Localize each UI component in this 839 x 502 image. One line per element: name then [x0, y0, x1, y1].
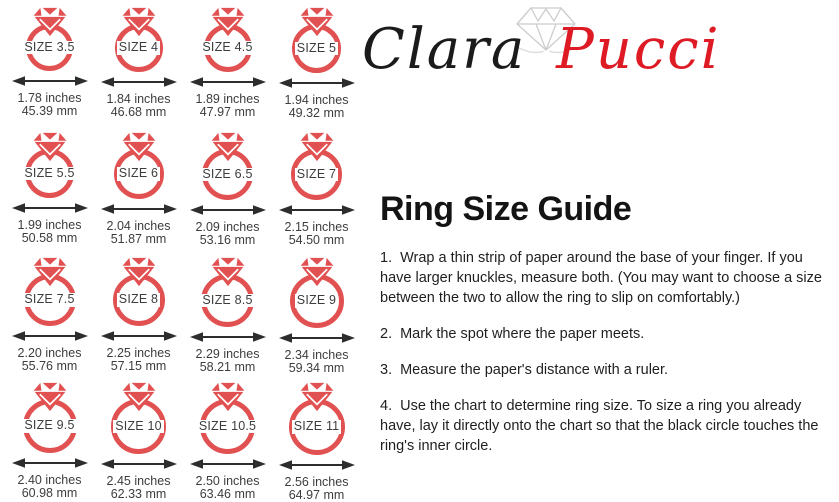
ring-size-cell	[5, 377, 94, 502]
instruction-text: Wrap a thin strip of paper around the base of your finger. If you have larger knuckles, measure both. (You may want to choose a size between the two to allow the ring to slip on comfortably.)	[380, 250, 822, 306]
instruction-text: Measure the paper's distance with a ruler.	[400, 362, 669, 378]
ring-diameter-inches: 1.78 inches	[17, 91, 82, 105]
ring-size-cell	[272, 127, 361, 252]
ring-measurements	[18, 219, 82, 245]
ring-size-cell	[272, 377, 361, 502]
ring-measurements	[107, 347, 171, 373]
ring-diameter-mm: 47.97 mm	[199, 105, 256, 119]
ring-diameter-mm: 51.87 mm	[110, 232, 167, 246]
diameter-arrow-icon	[12, 457, 88, 469]
ring-figure	[12, 132, 88, 214]
ring-diameter-inches: 2.29 inches	[195, 347, 260, 361]
brand-name-clara: Clara	[362, 17, 527, 82]
ring-figure	[190, 7, 266, 88]
ring-diameter-inches: 1.84 inches	[106, 92, 171, 106]
ring-figure	[279, 257, 355, 344]
diamond-icon	[33, 132, 67, 162]
ring-size-label: SIZE 10.5	[198, 418, 257, 433]
ring-diameter-inches: 1.89 inches	[195, 92, 260, 106]
brand-wordmark	[362, 17, 721, 82]
ring-diameter-mm: 63.46 mm	[199, 487, 256, 501]
ring-size-label: SIZE 9	[296, 293, 337, 308]
ring-size-cell	[272, 252, 361, 377]
ring-diameter-mm: 62.33 mm	[110, 487, 167, 501]
ring-diameter-inches: 2.20 inches	[17, 346, 82, 360]
diamond-icon	[122, 382, 156, 412]
ring-diameter-mm: 64.97 mm	[288, 488, 345, 502]
instruction-list	[380, 248, 833, 472]
ring-figure	[190, 382, 266, 470]
ring-size-cell	[272, 2, 361, 127]
ring-measurements	[285, 476, 349, 502]
ring-figure	[279, 7, 355, 89]
ring-figure	[190, 132, 266, 216]
ring-diameter-inches: 1.94 inches	[284, 93, 349, 107]
instruction-item	[380, 396, 833, 456]
ring-measurements	[196, 475, 260, 501]
ring-measurements	[107, 220, 171, 246]
diamond-icon	[300, 132, 334, 162]
ring-diameter-inches: 2.56 inches	[284, 475, 349, 489]
ring-diameter-inches: 2.25 inches	[106, 346, 171, 360]
ring-size-label: SIZE 11	[293, 419, 340, 434]
instruction-number: 2.	[380, 326, 393, 342]
diamond-icon	[211, 257, 245, 287]
ring-figure	[279, 382, 355, 471]
diamond-icon	[33, 7, 67, 37]
ring-measurements	[18, 474, 82, 500]
instruction-item	[380, 360, 833, 380]
ring-measurements	[107, 93, 171, 119]
ring-diameter-mm: 50.58 mm	[21, 231, 78, 245]
ring-diameter-mm: 55.76 mm	[21, 359, 78, 373]
ring-diameter-inches: 2.15 inches	[284, 220, 349, 234]
ring-figure	[101, 257, 177, 342]
ring-measurements	[196, 221, 260, 247]
diameter-arrow-icon	[279, 459, 355, 471]
ring-size-label: SIZE 5	[296, 40, 337, 55]
ring-size-label: SIZE 10	[115, 418, 162, 433]
ring-measurements	[18, 92, 82, 118]
diameter-arrow-icon	[190, 458, 266, 470]
ring-figure	[279, 132, 355, 216]
ring-measurements	[285, 349, 349, 375]
ring-diameter-inches: 2.09 inches	[195, 220, 260, 234]
ring-diameter-mm: 46.68 mm	[110, 105, 167, 119]
ring-diameter-inches: 1.99 inches	[17, 218, 82, 232]
ring-diameter-mm: 59.34 mm	[288, 361, 345, 375]
ring-size-cell	[5, 127, 94, 252]
diameter-arrow-icon	[12, 75, 88, 87]
ring-measurements	[107, 475, 171, 501]
ring-diameter-mm: 45.39 mm	[21, 104, 78, 118]
ring-diameter-inches: 2.04 inches	[106, 219, 171, 233]
ring-size-label: SIZE 8.5	[202, 292, 253, 307]
ring-size-cell	[183, 127, 272, 252]
ring-size-cell	[94, 2, 183, 127]
diamond-icon	[33, 382, 67, 412]
diameter-arrow-icon	[279, 332, 355, 344]
ring-figure	[101, 7, 177, 88]
diameter-arrow-icon	[101, 458, 177, 470]
diameter-arrow-icon	[101, 203, 177, 215]
ring-diameter-inches: 2.45 inches	[106, 474, 171, 488]
ring-diameter-mm: 53.16 mm	[199, 233, 256, 247]
ring-size-cell	[94, 377, 183, 502]
ring-diameter-inches: 2.50 inches	[195, 474, 260, 488]
ring-size-label: SIZE 7.5	[24, 292, 75, 307]
ring-measurements	[196, 348, 260, 374]
ring-diameter-inches: 2.34 inches	[284, 348, 349, 362]
diameter-arrow-icon	[12, 202, 88, 214]
ring-figure	[12, 7, 88, 87]
ring-diameter-mm: 58.21 mm	[199, 360, 256, 374]
brand-name-pucci: Pucci	[556, 17, 721, 82]
ring-figure	[101, 132, 177, 215]
ring-size-cell	[183, 252, 272, 377]
instruction-number: 3.	[380, 362, 393, 378]
ring-diameter-mm: 54.50 mm	[288, 233, 345, 247]
ring-figure	[12, 257, 88, 342]
diameter-arrow-icon	[279, 204, 355, 216]
ring-size-label: SIZE 3.5	[24, 39, 75, 54]
ring-diameter-mm: 60.98 mm	[21, 486, 78, 500]
diamond-icon	[211, 7, 245, 37]
diameter-arrow-icon	[190, 204, 266, 216]
ring-size-cell	[183, 2, 272, 127]
ring-size-label: SIZE 6.5	[202, 166, 253, 181]
diamond-icon	[300, 7, 334, 37]
instruction-item	[380, 248, 833, 308]
diamond-icon	[300, 257, 334, 287]
ring-size-cell	[94, 127, 183, 252]
ring-size-cell	[5, 252, 94, 377]
ring-size-label: SIZE 4	[118, 40, 159, 55]
diamond-icon	[122, 132, 156, 162]
diameter-arrow-icon	[12, 330, 88, 342]
page-title: Ring Size Guide	[380, 190, 632, 228]
diamond-icon	[122, 7, 156, 37]
ring-measurements	[285, 221, 349, 247]
instruction-number: 4.	[380, 398, 393, 414]
ring-size-label: SIZE 9.5	[24, 418, 75, 433]
ring-size-cell	[94, 252, 183, 377]
ring-size-label: SIZE 6	[118, 166, 159, 181]
ring-size-label: SIZE 4.5	[202, 40, 253, 55]
instruction-item	[380, 324, 833, 344]
ring-figure	[190, 257, 266, 343]
diamond-icon	[211, 132, 245, 162]
ring-measurements	[285, 94, 349, 120]
diameter-arrow-icon	[190, 76, 266, 88]
instruction-text: Mark the spot where the paper meets.	[400, 326, 645, 342]
instruction-text: Use the chart to determine ring size. To size a ring you already have, lay it directly onto the chart so that the black circle touches the ring's inner circle.	[380, 398, 819, 454]
ring-diameter-inches: 2.40 inches	[17, 473, 82, 487]
instruction-number: 1.	[380, 250, 393, 266]
diameter-arrow-icon	[101, 330, 177, 342]
ring-size-grid	[5, 2, 361, 502]
ring-figure	[101, 382, 177, 470]
diameter-arrow-icon	[101, 76, 177, 88]
diamond-icon	[122, 257, 156, 287]
ring-size-cell	[5, 2, 94, 127]
diamond-icon	[33, 257, 67, 287]
brand-logo	[362, 0, 772, 100]
diamond-icon	[300, 382, 334, 412]
ring-size-cell	[183, 377, 272, 502]
ring-figure	[12, 382, 88, 469]
ring-diameter-mm: 57.15 mm	[110, 359, 167, 373]
ring-size-label: SIZE 8	[118, 292, 159, 307]
ring-size-label: SIZE 7	[296, 166, 337, 181]
ring-measurements	[18, 347, 82, 373]
ring-measurements	[196, 93, 260, 119]
ring-diameter-mm: 49.32 mm	[288, 106, 345, 120]
diameter-arrow-icon	[190, 331, 266, 343]
diamond-icon	[211, 382, 245, 412]
diameter-arrow-icon	[279, 77, 355, 89]
ring-size-label: SIZE 5.5	[24, 165, 75, 180]
